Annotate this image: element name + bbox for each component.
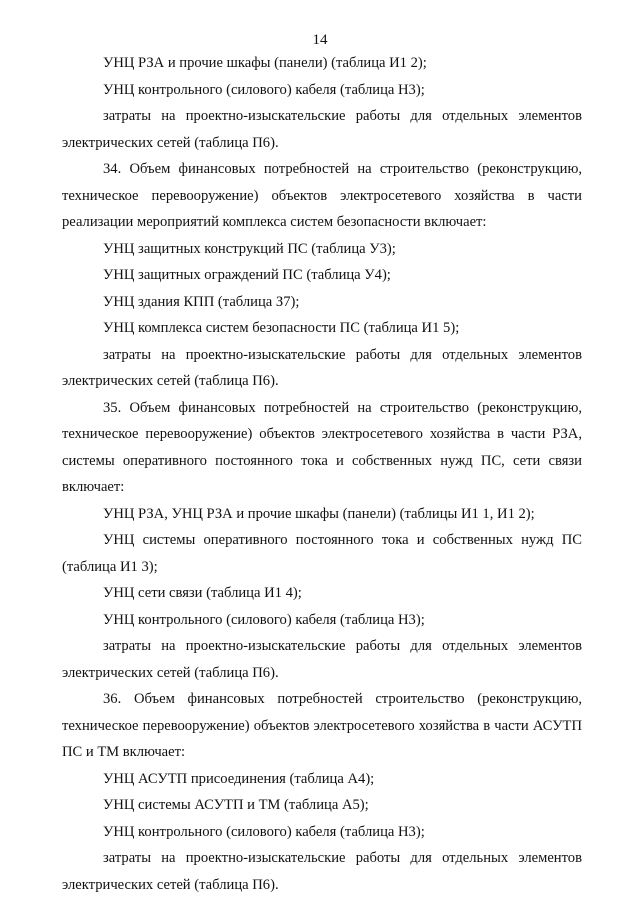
paragraph: УНЦ системы оперативного постоянного тока и собственных нужд ПС (таблица И1 3);: [62, 532, 582, 575]
paragraph: УНЦ контрольного (силового) кабеля (таблица Н3);: [103, 823, 425, 840]
paragraph: 35. Объем финансовых потребностей на строительство (реконструкцию, техническое перевооружение) объектов электросетевого хозяйства в части РЗА, системы оперативного постоянного тока и собственных нужд ПС, сети связи включает:: [62, 399, 582, 495]
paragraph: затраты на проектно-изыскательские работы для отдельных элементов электрических сетей (таблица П6).: [62, 638, 582, 681]
paragraph: УНЦ защитных конструкций ПС (таблица У3);: [103, 240, 396, 257]
paragraph: УНЦ сети связи (таблица И1 4);: [103, 585, 302, 601]
paragraph: затраты на проектно-изыскательские работы для отдельных элементов электрических сетей (таблица П6).: [62, 850, 582, 893]
paragraph: УНЦ РЗА, УНЦ РЗА и прочие шкафы (панели) (таблицы И1 1, И1 2);: [103, 505, 535, 522]
paragraph: УНЦ здания КПП (таблица З7);: [103, 293, 300, 310]
paragraph: 36. Объем финансовых потребностей строительство (реконструкцию, техническое перевооружение) объектов электросетевого хозяйства в части АСУТП ПС и ТМ включает:: [62, 691, 582, 760]
document-body: [62, 50, 582, 898]
paragraph: УНЦ контрольного (силового) кабеля (таблица Н3);: [103, 611, 425, 628]
paragraph: затраты на проектно-изыскательские работы для отдельных элементов электрических сетей (таблица П6).: [62, 108, 582, 151]
paragraph: УНЦ АСУТП присоединения (таблица А4);: [103, 770, 375, 787]
paragraph: затраты на проектно-изыскательские работы для отдельных элементов электрических сетей (таблица П6).: [62, 346, 582, 389]
page-number: 14: [312, 32, 328, 48]
paragraph: УНЦ защитных ограждений ПС (таблица У4);: [103, 267, 391, 283]
paragraph: 34. Объем финансовых потребностей на строительство (реконструкцию, техническое перевооружение) объектов электросетевого хозяйства в части реализации мероприятий комплекса систем безопасности включает:: [62, 161, 582, 230]
paragraph: УНЦ системы АСУТП и ТМ (таблица А5);: [103, 797, 369, 813]
paragraph: УНЦ контрольного (силового) кабеля (таблица Н3);: [103, 81, 425, 98]
paragraph: УНЦ РЗА и прочие шкафы (панели) (таблица И1 2);: [103, 55, 427, 71]
paragraph: УНЦ комплекса систем безопасности ПС (таблица И1 5);: [103, 320, 460, 336]
